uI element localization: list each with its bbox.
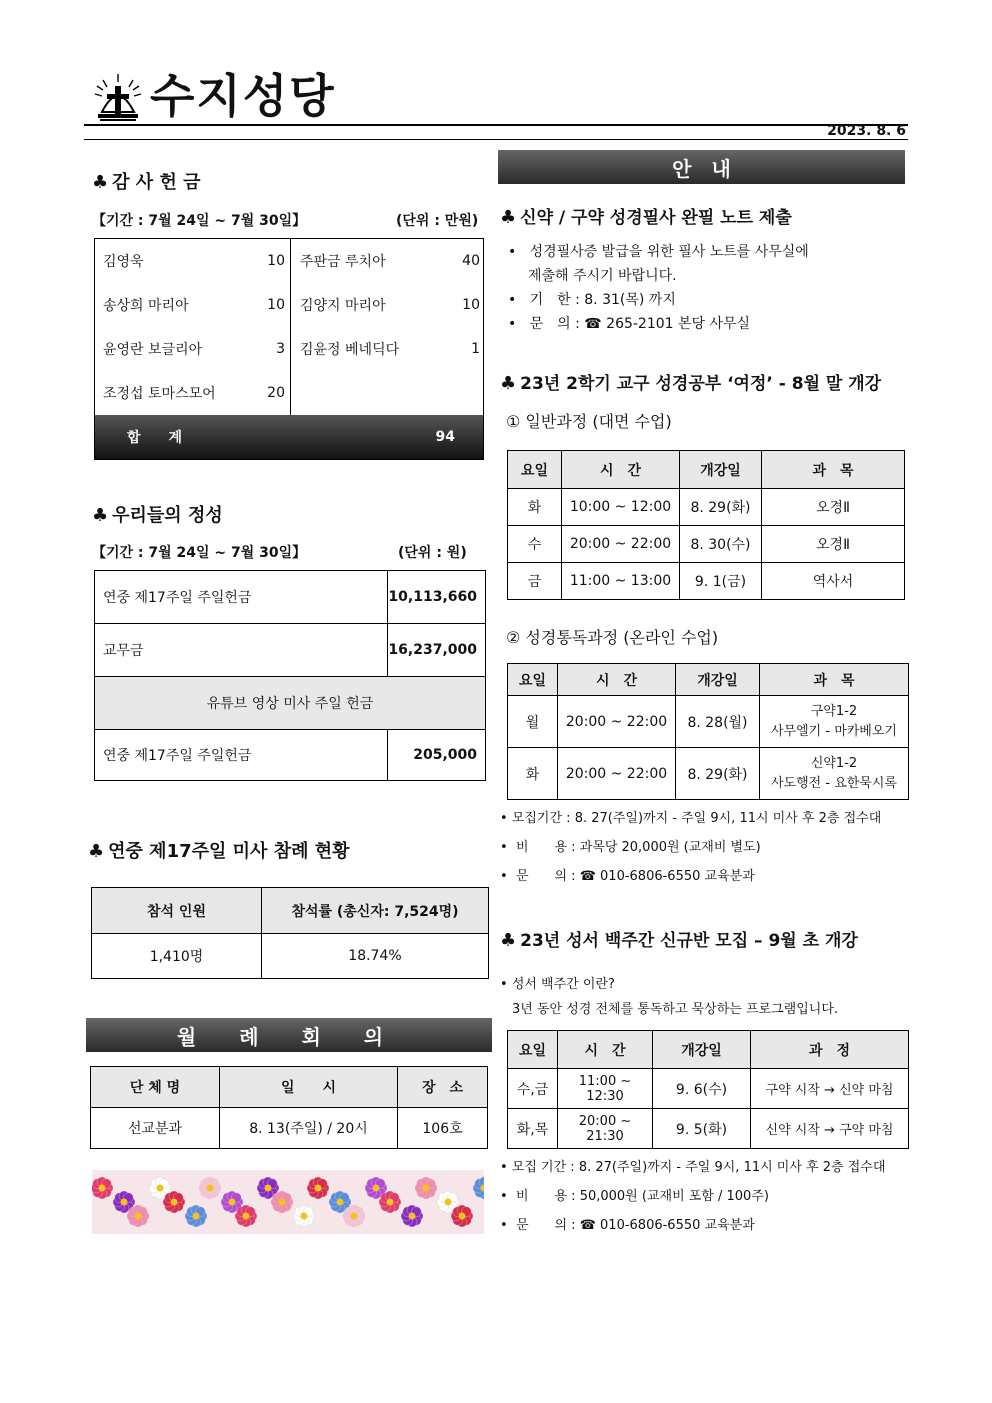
column-header: 요일	[508, 664, 558, 696]
notice1-line: • 문 의 : ☎ 265-2101 본당 사무실	[508, 316, 751, 332]
subject-line: 사도행전 - 요한묵시록	[771, 775, 897, 791]
donor-amount: 1	[471, 341, 480, 357]
bulletin-date: 2023. 8. 6	[827, 123, 906, 139]
attendance-table	[91, 887, 489, 979]
cell-subject: 오경Ⅱ	[762, 526, 905, 563]
bible-info-text: 모집 기간 : 8. 27(주일)까지 - 주일 9시, 11시 미사 후 2층 접수대	[511, 1160, 886, 1175]
meeting-room: 106호	[398, 1108, 488, 1149]
column-header: 요일	[508, 451, 562, 489]
cell-course: 구약 시작 → 신약 마침	[751, 1069, 909, 1109]
table-row	[508, 489, 905, 526]
course1-title: ① 일반과정 (대면 수업)	[506, 412, 672, 431]
column-header: 장 소	[398, 1067, 488, 1108]
bible-info-line: • 문 의 : ☎ 010-6806-6550 교육분과	[500, 1218, 755, 1233]
flower-icon	[293, 1205, 315, 1227]
cell-start-date: 9. 5(화)	[653, 1109, 751, 1149]
attendance-count: 1,410명	[92, 934, 262, 979]
donor-name: 송상희 마리아	[103, 298, 189, 314]
donor-amount: 10	[267, 297, 285, 313]
thanks-row	[300, 239, 480, 283]
offering-table	[94, 570, 486, 781]
column-header: 일 시	[220, 1067, 398, 1108]
cell-start-date: 8. 29(화)	[680, 489, 762, 526]
table-row	[508, 748, 909, 800]
notice1-title-text: 신약 / 구약 성경필사 완필 노트 제출	[520, 208, 792, 228]
notice2-title-text: 23년 2학기 교구 성경공부 ‘여정’ - 8월 말 개강	[520, 374, 882, 394]
club-icon: ♣	[500, 207, 517, 228]
meeting-table	[90, 1066, 488, 1149]
bible-info-line: • 비 용 : 50,000원 (교재비 포함 / 100주)	[500, 1189, 769, 1204]
donor-amount: 10	[267, 253, 285, 269]
table-header-row	[508, 1031, 909, 1069]
offering-value: 10,113,660	[388, 571, 486, 624]
youtube-offering-header: 유튜브 영상 미사 주일 헌금	[95, 677, 486, 730]
flower-icon	[307, 1177, 329, 1199]
notice3-title	[500, 929, 858, 953]
thanks-row	[300, 327, 480, 371]
flower-icon	[163, 1191, 185, 1213]
column-header: 시 간	[558, 1031, 653, 1069]
offering-value: 16,237,000	[388, 624, 486, 677]
column-header: 개강일	[653, 1031, 751, 1069]
notice1-line: • 기 한 : 8. 31(목) 까지	[508, 292, 676, 308]
meeting-banner: 월 례 회 의	[86, 1018, 492, 1052]
cell-subject: 오경Ⅱ	[762, 489, 905, 526]
cell-start-date: 8. 29(화)	[676, 748, 760, 800]
meeting-group: 선교분과	[91, 1108, 220, 1149]
club-icon: ♣	[500, 930, 517, 951]
course-info-text: 문 의 : ☎ 010-6806-6550 교육분과	[515, 869, 755, 884]
bible-info-text: 문 의 : ☎ 010-6806-6550 교육분과	[515, 1218, 755, 1233]
course2-title: ② 성경통독과정 (온라인 수업)	[506, 628, 719, 647]
flower-icon	[451, 1205, 473, 1227]
cell-time: 10:00 ~ 12:00	[562, 489, 680, 526]
donor-amount: 20	[267, 385, 285, 401]
table-header-row	[92, 888, 489, 934]
subject-line: 사무엘기 - 마카베오기	[771, 723, 897, 739]
club-icon: ♣	[88, 841, 105, 862]
offering-section-title	[92, 504, 223, 528]
attendance-rate: 18.74%	[262, 934, 489, 979]
offering-title-text: 우리들의 정성	[112, 505, 223, 526]
flower-icon	[343, 1205, 365, 1227]
thanks-title-text: 감 사 헌 금	[112, 172, 201, 193]
table-row	[95, 730, 486, 781]
table-row	[95, 624, 486, 677]
notice3-line-text: 성서 백주간 이란?	[511, 977, 615, 992]
column-header: 시 간	[558, 664, 676, 696]
flower-icon	[379, 1191, 401, 1213]
parish-title: 수지성당	[150, 69, 336, 123]
club-icon: ♣	[500, 373, 517, 394]
donor-amount: 10	[462, 297, 480, 313]
thanks-total-row	[95, 415, 483, 459]
cell-day: 수	[508, 526, 562, 563]
column-header: 참석 인원	[92, 888, 262, 934]
subject-line: 신약1-2	[810, 755, 858, 771]
date-bar	[84, 126, 908, 140]
offering-period: 【기간 : 7월 24일 ~ 7월 30일】	[92, 545, 307, 561]
cell-start-date: 8. 28(월)	[676, 696, 760, 748]
donor-name: 조정섭 토마스모어	[103, 386, 216, 402]
offering-value: 205,000	[388, 730, 486, 781]
donor-name: 김윤정 베네딕다	[300, 342, 400, 358]
thanks-row	[103, 371, 285, 415]
flower-icon	[92, 1177, 113, 1199]
flower-border-image	[92, 1170, 484, 1234]
notice-title: 안 내	[672, 156, 731, 181]
cell-time: 20:00 ~ 21:30	[558, 1109, 653, 1149]
cell-time: 20:00 ~ 22:00	[558, 696, 676, 748]
column-header: 과 정	[751, 1031, 909, 1069]
total-label: 합 계	[127, 430, 183, 446]
cell-day: 화	[508, 489, 562, 526]
table-row	[508, 526, 905, 563]
cell-time: 20:00 ~ 22:00	[562, 526, 680, 563]
table-row	[91, 1108, 488, 1149]
cell-day: 월	[508, 696, 558, 748]
donor-name: 김양지 마리아	[300, 298, 386, 314]
column-header: 개강일	[676, 664, 760, 696]
flower-icon	[235, 1205, 257, 1227]
cell-time: 11:00 ~ 12:30	[558, 1069, 653, 1109]
table-header-row	[91, 1067, 488, 1108]
total-amount: 94	[435, 429, 455, 445]
notice1-line-text: 성경필사증 발급을 위한 필사 노트를 사무실에	[529, 244, 809, 260]
donor-name: 윤영란 보글리아	[103, 342, 203, 358]
thanks-row	[300, 283, 480, 327]
notice2-title	[500, 372, 881, 396]
table-header-row	[508, 451, 905, 489]
cell-subject	[760, 748, 909, 800]
column-header: 과 목	[760, 664, 909, 696]
thanks-row	[103, 283, 285, 327]
bible-info-text: 비 용 : 50,000원 (교재비 포함 / 100주)	[515, 1189, 769, 1204]
column-header: 시 간	[562, 451, 680, 489]
notice3-title-text: 23년 성서 백주간 신규반 모집 – 9월 초 개강	[520, 931, 858, 951]
cell-start-date: 9. 6(수)	[653, 1069, 751, 1109]
flower-icon	[401, 1205, 423, 1227]
course2-table	[507, 663, 909, 800]
attendance-section-title	[88, 840, 350, 864]
cell-course: 신약 시작 → 구약 마침	[751, 1109, 909, 1149]
cell-start-date: 9. 1(금)	[680, 563, 762, 600]
table-header-row	[508, 664, 909, 696]
thanks-row	[103, 327, 285, 371]
thanks-section-title	[92, 171, 201, 195]
table-row	[95, 677, 486, 730]
notice1-line-text: 문 의 : ☎ 265-2101 본당 사무실	[529, 316, 751, 332]
flower-icon	[415, 1177, 437, 1199]
course1-table	[507, 450, 905, 600]
notice3-line: 3년 동안 성경 전체를 통독하고 묵상하는 프로그램입니다.	[512, 1002, 839, 1017]
thanks-table-divider	[290, 238, 291, 415]
flower-icon	[185, 1205, 207, 1227]
club-icon: ♣	[92, 505, 109, 526]
column-header: 개강일	[680, 451, 762, 489]
donor-amount: 40	[462, 253, 480, 269]
cell-subject	[760, 696, 909, 748]
donor-name: 김영욱	[103, 254, 144, 270]
course-info-line: • 문 의 : ☎ 010-6806-6550 교육분과	[500, 869, 755, 884]
cell-start-date: 8. 30(수)	[680, 526, 762, 563]
table-row	[508, 696, 909, 748]
table-row	[508, 563, 905, 600]
cell-time: 11:00 ~ 13:00	[562, 563, 680, 600]
church-cross-logo-icon	[92, 72, 144, 124]
thanks-row	[103, 239, 285, 283]
club-icon: ♣	[92, 172, 109, 193]
table-row	[508, 1069, 909, 1109]
thanks-period: 【기간 : 7월 24일 ~ 7월 30일】	[92, 213, 307, 229]
cell-day: 수,금	[508, 1069, 558, 1109]
notice1-line: • 성경필사증 발급을 위한 필사 노트를 사무실에	[508, 244, 809, 260]
donor-name: 주판금 루치아	[300, 254, 386, 270]
offering-label: 연중 제17주일 주일헌금	[95, 571, 388, 624]
course-info-text: 비 용 : 과목당 20,000원 (교재비 별도)	[515, 840, 761, 855]
offering-label: 연중 제17주일 주일헌금	[95, 730, 388, 781]
cell-day: 화,목	[508, 1109, 558, 1149]
flower-icon	[127, 1205, 149, 1227]
attendance-title-text: 연중 제17주일 미사 참례 현황	[108, 841, 350, 862]
cell-day: 화	[508, 748, 558, 800]
notice1-line-text: 기 한 : 8. 31(목) 까지	[529, 292, 676, 308]
course-info-line: • 모집기간 : 8. 27(주일)까지 - 주일 9시, 11시 미사 후 2층 접수대	[500, 811, 882, 826]
column-header: 요일	[508, 1031, 558, 1069]
bible-info-line: • 모집 기간 : 8. 27(주일)까지 - 주일 9시, 11시 미사 후 2층 접수대	[500, 1160, 886, 1175]
notice1-line: 제출해 주시기 바랍니다.	[528, 268, 677, 284]
meeting-datetime: 8. 13(주일) / 20시	[220, 1108, 398, 1149]
subject-line: 구약1-2	[810, 703, 858, 719]
course-info-text: 모집기간 : 8. 27(주일)까지 - 주일 9시, 11시 미사 후 2층 접수대	[511, 811, 882, 826]
notice3-line: • 성서 백주간 이란?	[500, 977, 615, 992]
donor-amount: 3	[276, 341, 285, 357]
offering-label: 교무금	[95, 624, 388, 677]
notice-banner	[498, 150, 905, 184]
table-row	[95, 571, 486, 624]
bible-study-table	[507, 1030, 909, 1149]
cell-time: 20:00 ~ 22:00	[558, 748, 676, 800]
column-header: 단 체 명	[91, 1067, 220, 1108]
column-header: 참석률 (총신자: 7,524명)	[262, 888, 489, 934]
course-info-line: • 비 용 : 과목당 20,000원 (교재비 별도)	[500, 840, 761, 855]
thanks-unit: (단위 : 만원)	[396, 213, 479, 229]
flower-icon	[271, 1191, 293, 1213]
table-row	[92, 934, 489, 979]
offering-unit: (단위 : 원)	[398, 545, 467, 561]
cell-day: 금	[508, 563, 562, 600]
notice1-title	[500, 206, 792, 230]
column-header: 과 목	[762, 451, 905, 489]
cell-subject: 역사서	[762, 563, 905, 600]
flower-icon	[199, 1177, 221, 1199]
table-row	[508, 1109, 909, 1149]
